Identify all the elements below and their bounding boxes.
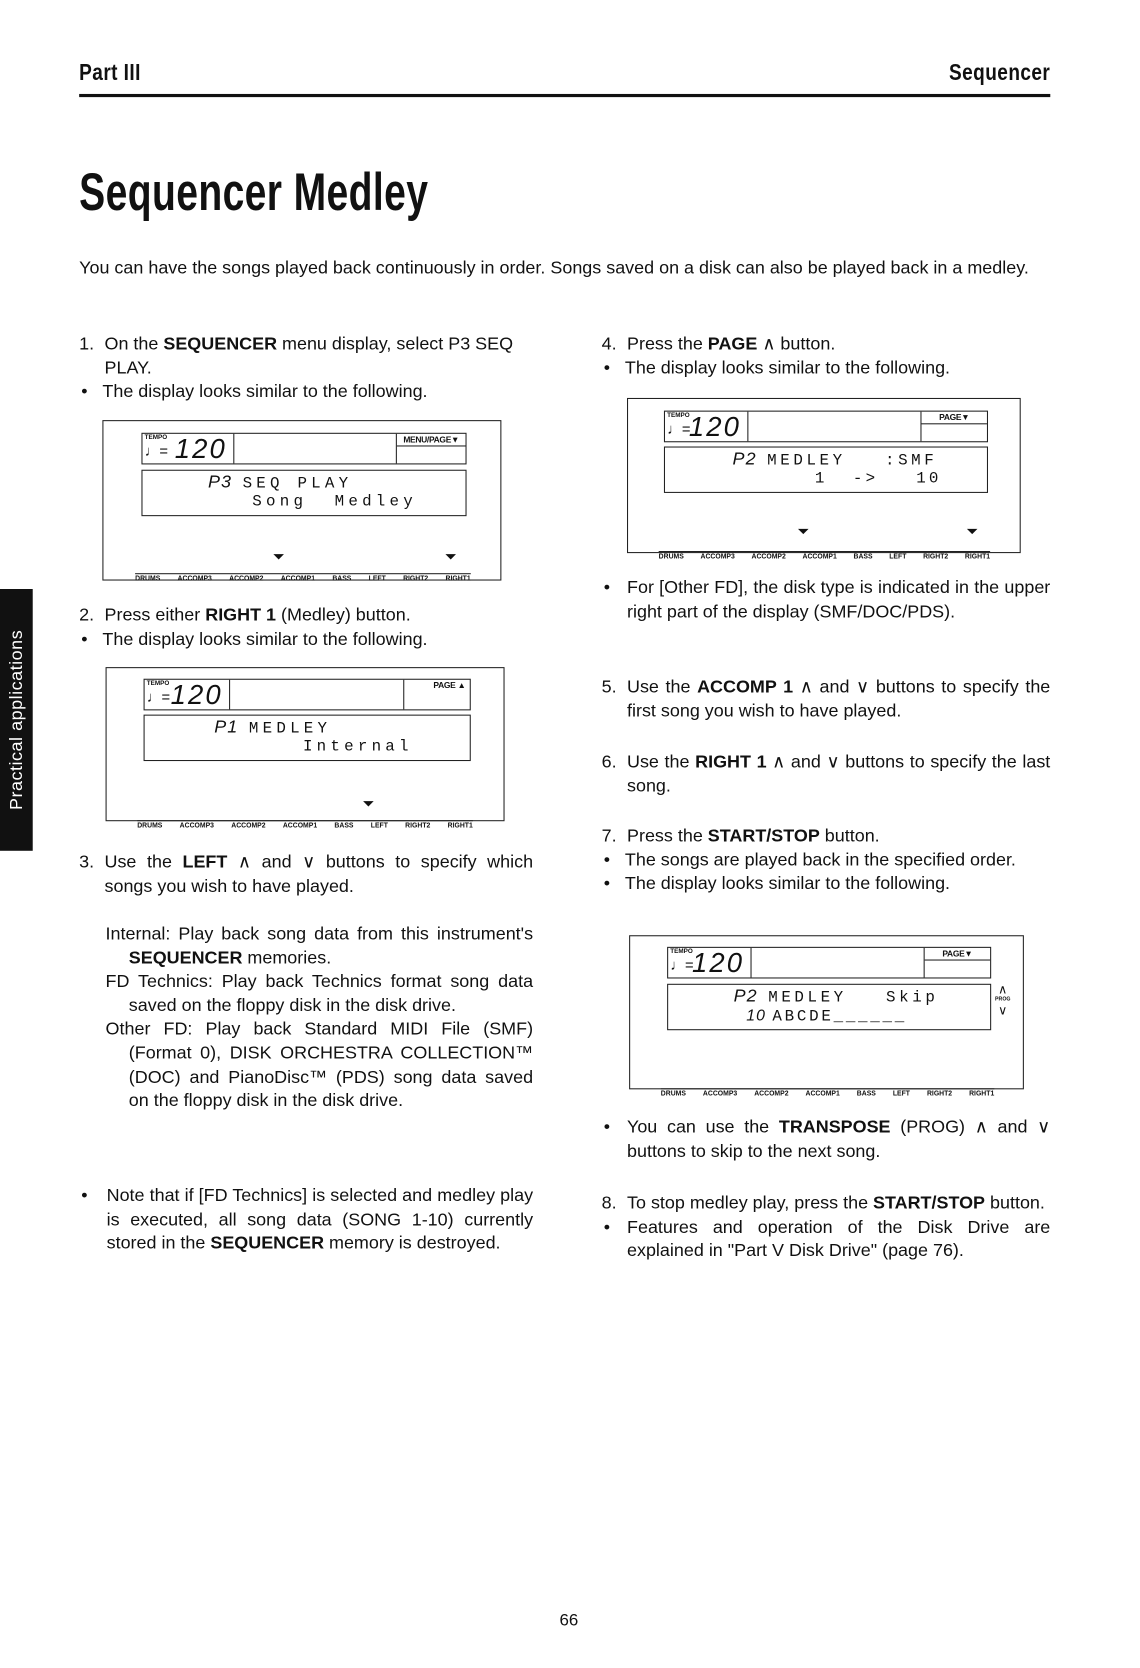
bullet: • The display looks similar to the following.: [79, 380, 533, 404]
tempo-value: 120: [688, 410, 742, 443]
page-indicator: PAGE▼: [925, 948, 990, 961]
bold-term: LEFT: [182, 851, 228, 872]
lcd-song-number: 10: [746, 1007, 767, 1025]
lcd-button-labels: [661, 1088, 995, 1098]
lcd-button-label: DRUMS: [137, 822, 163, 830]
step-5: [602, 676, 1051, 724]
lcd-button-label: ACCOMP3: [702, 1090, 738, 1098]
intro-text: You can have the songs played back continuously in order. Songs saved on a disk can also be played back in a medley.: [79, 257, 1029, 278]
up-arrow-icon: ∧: [998, 981, 1008, 997]
text-run: Use the: [104, 851, 183, 872]
transpose-note: [602, 1116, 1051, 1164]
lcd-display-3: [627, 398, 1021, 553]
bullet: • The display looks similar to the following.: [602, 872, 1051, 896]
text-run: memory is destroyed.: [324, 1233, 501, 1254]
lcd-button-label: ACCOMP2: [751, 553, 786, 561]
lcd-text-area: [664, 447, 988, 493]
note: [79, 1184, 533, 1256]
down-arrow-icon: [967, 529, 978, 534]
text-run: Internal: Play back song data from this instrument's: [105, 923, 534, 944]
page-cell: [396, 434, 466, 464]
prog-indicator: [994, 983, 1011, 1017]
note-text: [79, 1184, 533, 1256]
text-run: ∧ and ∨ buttons to specify which songs you wish to have played.: [104, 851, 534, 896]
step-text: [602, 824, 1051, 848]
page-indicator: MENU/PAGE▼: [397, 434, 466, 447]
lcd-button-label: ACCOMP3: [177, 575, 212, 583]
text-run: ∧ button.: [757, 333, 836, 354]
step-text: [602, 1192, 1051, 1216]
lcd-button-label: DRUMS: [660, 1090, 686, 1098]
lcd-line-1: SEQ PLAY: [242, 475, 353, 493]
lcd-button-label: ACCOMP1: [805, 1090, 840, 1098]
text-run: On the: [104, 333, 164, 354]
lcd-button-label: ACCOMP2: [754, 1090, 789, 1098]
lcd-button-label: LEFT: [889, 553, 907, 561]
option-fd-technics: [106, 970, 534, 1018]
bullet: • For [Other FD], the disk type is indicated in the upper right part of the display (SMF/DOC/PDS).: [602, 576, 1051, 624]
text-run: Other FD: Play back Standard MIDI File (SMF) (Format 0), DISK ORCHESTRA COLLECTION™ (DOC) and PianoDisc™ (PDS) song data saved on the floppy disk in the disk drive.: [105, 1019, 534, 1111]
lcd-display-4: [629, 935, 1024, 1089]
step-6: [602, 751, 1051, 799]
text-run: menu display, select P3 SEQ PLAY.: [104, 333, 514, 378]
step-8: [602, 1192, 1051, 1264]
tempo-value: 120: [170, 678, 223, 711]
lcd-display-2: [106, 667, 505, 821]
lcd-line-2: Song Medley: [252, 492, 417, 511]
down-arrow-icon: [445, 554, 456, 559]
lcd-button-label: DRUMS: [135, 575, 161, 583]
bullet: • Features and operation of the Disk Drive are explained in "Part V Disk Drive" (page 76).: [602, 1216, 1051, 1264]
page-title: Sequencer Medley: [79, 162, 429, 222]
lcd-page-number: P3: [207, 471, 233, 492]
step-number: 8.: [601, 1192, 617, 1213]
lcd-line-2: ABCDE______: [772, 1008, 908, 1027]
lcd-button-label: RIGHT2: [923, 553, 949, 561]
tempo-label: TEMPO: [146, 680, 170, 688]
down-arrow-icon: [798, 529, 809, 534]
tempo-cell: [143, 434, 235, 464]
lcd-line-1: MEDLEY :SMF: [767, 451, 938, 470]
part-label: Part III: [79, 59, 141, 86]
lcd-button-label: RIGHT1: [447, 822, 473, 830]
lcd-button-label: RIGHT2: [405, 822, 431, 830]
page-cell: [920, 412, 987, 442]
text-run: Press either: [104, 604, 206, 625]
lcd-display-1: [102, 420, 501, 583]
text-run: Use the: [627, 751, 696, 772]
text-run: Press the: [627, 825, 708, 846]
down-arrow-icon: [273, 554, 284, 559]
lcd-button-labels: [135, 573, 471, 583]
bold-term: PAGE: [707, 333, 758, 354]
page-indicator: PAGE ▲: [433, 680, 466, 691]
text-run: memories.: [242, 947, 332, 968]
step-text: [79, 604, 533, 628]
lcd-line-1: MEDLEY: [248, 719, 332, 738]
lcd-top-row: [667, 947, 991, 979]
lcd-button-label: ACCOMP3: [700, 553, 735, 561]
lcd-line-2: Internal: [302, 737, 413, 756]
tempo-label: TEMPO: [667, 412, 690, 420]
lcd-button-label: ACCOMP3: [179, 822, 214, 830]
page-cell: [924, 948, 991, 978]
lcd-button-label: RIGHT2: [403, 575, 429, 583]
lcd-button-label: RIGHT2: [926, 1090, 953, 1098]
section-label: Sequencer: [949, 59, 1051, 86]
option-internal: [106, 923, 534, 971]
tempo-cell: [665, 412, 748, 442]
lcd-page-number: P2: [733, 985, 758, 1006]
step-text: [79, 333, 533, 381]
lcd-button-labels: [659, 551, 990, 561]
lcd-page-number: P2: [732, 448, 757, 469]
bold-term: RIGHT 1: [205, 604, 277, 625]
step-number: 2.: [79, 604, 95, 625]
bold-term: TRANSPOSE: [778, 1116, 891, 1137]
lcd-button-label: DRUMS: [658, 553, 684, 561]
option-other-fd: [106, 1018, 534, 1113]
bullet: [602, 1116, 1051, 1164]
step-number: 1.: [79, 333, 95, 354]
step-text: [602, 751, 1051, 799]
tempo-cell: [145, 680, 231, 710]
bold-term: RIGHT 1: [695, 751, 767, 772]
lcd-button-label: ACCOMP2: [231, 822, 266, 830]
step-number: 3.: [79, 851, 95, 872]
lcd-line-1: MEDLEY Skip: [768, 989, 939, 1008]
page-number: 66: [559, 1611, 579, 1630]
text-run: Use the: [627, 676, 698, 697]
quarter-note-icon: ♩=: [670, 956, 694, 974]
lcd-button-label: BASS: [332, 575, 352, 583]
tempo-value: 120: [174, 432, 227, 465]
down-arrow-icon: [363, 801, 374, 806]
lcd-button-label: BASS: [856, 1090, 876, 1098]
step-number: 6.: [601, 751, 617, 772]
bullet: • The display looks similar to the following.: [79, 628, 533, 652]
lcd-button-label: RIGHT1: [445, 575, 471, 583]
tempo-value: 120: [692, 946, 745, 979]
page-indicator: PAGE▼: [922, 412, 987, 425]
text-run: You can use the: [627, 1116, 779, 1137]
header-rule: [79, 94, 1050, 97]
bold-term: ACCOMP 1: [697, 676, 794, 697]
sidebar-tab: [0, 589, 33, 851]
text-run: button.: [985, 1192, 1045, 1213]
lcd-button-label: BASS: [853, 553, 873, 561]
text-run: ∧ and ∨ buttons to specify the first song you wish to have played.: [627, 676, 1051, 721]
lcd-line-2: 1 -> 10: [814, 469, 942, 488]
text-run: ∧ and ∨ buttons to specify the last song.: [627, 751, 1051, 796]
lcd-button-label: LEFT: [892, 1090, 910, 1098]
lcd-button-labels: [137, 820, 473, 830]
step-number: 4.: [601, 333, 617, 354]
text-run: Press the: [627, 333, 708, 354]
sidebar-tab-label: Practical applications: [5, 629, 26, 810]
tempo-cell: [668, 948, 751, 978]
quarter-note-icon: ♩=: [667, 420, 691, 438]
lcd-button-label: RIGHT1: [969, 1090, 995, 1098]
source-options: [106, 923, 534, 1114]
bullet: • The display looks similar to the following.: [602, 356, 1051, 380]
text-run: To stop medley play, press the: [627, 1192, 874, 1213]
prog-label: PROG: [994, 996, 1011, 1003]
lcd-button-label: ACCOMP1: [280, 575, 316, 583]
lcd-page-number: P1: [214, 716, 239, 737]
bold-term: START/STOP: [873, 1192, 986, 1213]
step-1: [79, 333, 533, 405]
tempo-label: TEMPO: [670, 948, 693, 956]
text-run: FD Technics: Play back Technics format song data saved on the floppy disk in the disk drive.: [105, 971, 534, 1016]
text-run: (PROG) ∧ and ∨ buttons to skip to the next song.: [627, 1116, 1051, 1161]
lcd-top-row: [144, 679, 471, 711]
step-number: 7.: [601, 825, 617, 846]
bold-term: SEQUENCER: [210, 1233, 325, 1254]
step-3: [79, 851, 533, 899]
step-number: 5.: [601, 676, 617, 697]
step-text: [79, 851, 533, 899]
step-text: [602, 333, 1051, 357]
text-run: (Medley) button.: [276, 604, 411, 625]
lcd-button-label: RIGHT1: [964, 553, 991, 561]
step-4: [602, 333, 1051, 381]
quarter-note-icon: ♩=: [144, 442, 169, 460]
lcd-top-row: [664, 411, 988, 443]
text-run: button.: [819, 825, 880, 846]
lcd-text-area: [144, 715, 471, 761]
lcd-button-label: ACCOMP1: [802, 553, 837, 561]
step-text: [602, 676, 1051, 724]
lcd-button-label: BASS: [334, 822, 354, 830]
step-2: [79, 604, 533, 652]
lcd-top-row: [141, 433, 466, 465]
page-cell: [403, 680, 470, 710]
lcd-button-label: LEFT: [370, 822, 388, 830]
lcd-button-label: ACCOMP2: [229, 575, 264, 583]
lcd-button-label: ACCOMP1: [282, 822, 318, 830]
tempo-label: TEMPO: [144, 434, 168, 442]
quarter-note-icon: ♩=: [146, 688, 171, 706]
lcd-button-label: LEFT: [368, 575, 386, 583]
lcd-text-area: [141, 470, 466, 516]
bold-term: START/STOP: [707, 825, 820, 846]
bold-term: SEQUENCER: [128, 947, 243, 968]
down-arrow-icon: ∨: [998, 1002, 1008, 1018]
step-7: [602, 824, 1051, 896]
bullet: • The songs are played back in the specified order.: [602, 848, 1051, 872]
text-run: Note that if [FD Technics] is selected and medley play is executed, all song data (SONG 1-10) currently stored in the: [106, 1185, 534, 1254]
bold-term: SEQUENCER: [163, 333, 278, 354]
other-fd-note: [602, 576, 1051, 624]
lcd-text-area: [667, 984, 991, 1030]
